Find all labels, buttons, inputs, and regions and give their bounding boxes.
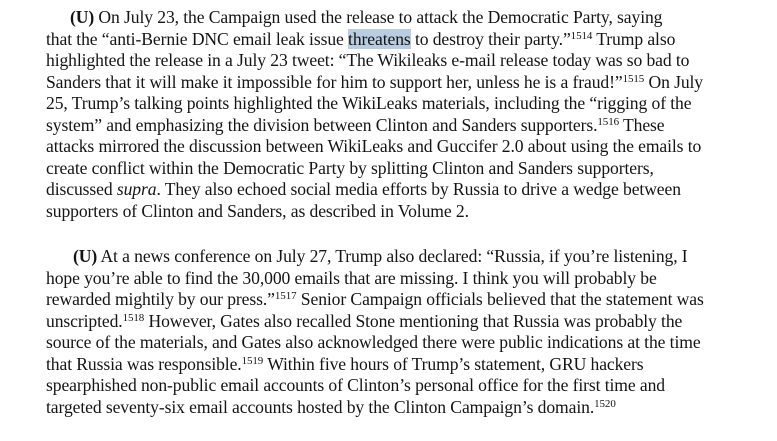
text-line — [46, 374, 665, 396]
text-line — [46, 353, 644, 375]
italic-text: supra — [116, 179, 157, 199]
text-run: unscripted. — [46, 310, 123, 331]
text-run: At a news conference on July 27, Trump also declared: “Russia, if you’re listening, I — [97, 246, 688, 266]
text-run: to destroy their party.” — [410, 28, 571, 49]
text-line — [46, 200, 469, 222]
footnote-ref: 1519 — [241, 354, 264, 367]
text-run: 25, Trump’s talking points highlighted the WikiLeaks materials, including the “rigging of the — [46, 93, 692, 113]
text-line — [46, 157, 654, 179]
text-line — [46, 310, 682, 332]
text-line — [46, 114, 665, 136]
text-run: attacks mirrored the discussion between WikiLeaks and Guccifer 2.0 about using the emails to — [46, 136, 702, 156]
text-run: These — [619, 114, 665, 135]
text-run: spearphished non-public email accounts of Clinton’s personal office for the first time and — [46, 375, 665, 395]
text-run: . They also echoed social media efforts by Russia to drive a wedge between — [156, 179, 681, 199]
text-run: that the “anti-Bernie DNC email leak issue — [46, 28, 349, 49]
footnote-ref: 1517 — [274, 290, 297, 302]
text-run: supporters of Clinton and Sanders, as described in Volume 2. — [46, 200, 469, 221]
text-run: Within five hours of Trump’s statement, GRU hackers — [263, 353, 644, 374]
text-run: create conflict within the Democratic Party by splitting Clinton and Sanders supporters, — [46, 157, 654, 178]
text-line — [46, 92, 691, 114]
text-run: discussed — [46, 179, 117, 199]
text-run: Sanders that it will make it impossible for him to support her, unless he is a fraud!” — [46, 71, 623, 92]
text-line — [46, 288, 704, 310]
text-line — [46, 71, 703, 93]
text-run: targeted seventy-six email accounts hosted by the Clinton Campaign’s domain. — [46, 396, 595, 417]
text-run: system” and emphasizing the division between Clinton and Sanders supporters. — [46, 114, 598, 135]
text-line — [46, 178, 681, 200]
footnote-ref: 1516 — [597, 115, 619, 128]
text-run: On July — [644, 71, 703, 92]
text-run: highlighted the release in a July 23 tweet: “The Wikileaks e-mail release today was so bad to — [46, 50, 690, 70]
text-run: Trump also — [592, 28, 676, 49]
footnote-ref: 1520 — [594, 397, 616, 410]
text-run: However, Gates also recalled Stone mentioning that Russia was probably the — [144, 310, 683, 331]
text-run: source of the materials, and Gates also acknowledged there were public indications at the time — [46, 332, 701, 352]
text-line — [46, 331, 701, 353]
footnote-ref: 1515 — [622, 72, 645, 85]
text-run: that Russia was responsible. — [46, 353, 242, 374]
text-run: Senior Campaign officials believed that the statement was — [296, 289, 704, 309]
text-line — [73, 245, 688, 267]
text-line — [46, 396, 616, 418]
text-line — [46, 28, 675, 50]
text-line — [46, 267, 657, 289]
text-line — [46, 49, 689, 71]
text-run: hope you’re able to find the 30,000 emails that are missing. I think you will probably be — [46, 267, 657, 288]
text-run: On July 23, the Campaign used the release to attack the Democratic Party, saying — [94, 7, 663, 27]
text-line — [46, 135, 701, 157]
footnote-ref: 1518 — [122, 311, 145, 324]
footnote-ref: 1514 — [570, 29, 593, 42]
highlighted-word: threatens — [348, 28, 411, 49]
text-line — [70, 6, 662, 28]
text-run: rewarded mightily by our press.” — [46, 289, 275, 309]
classification-marker: (U) — [70, 7, 95, 27]
classification-marker: (U) — [73, 246, 98, 266]
